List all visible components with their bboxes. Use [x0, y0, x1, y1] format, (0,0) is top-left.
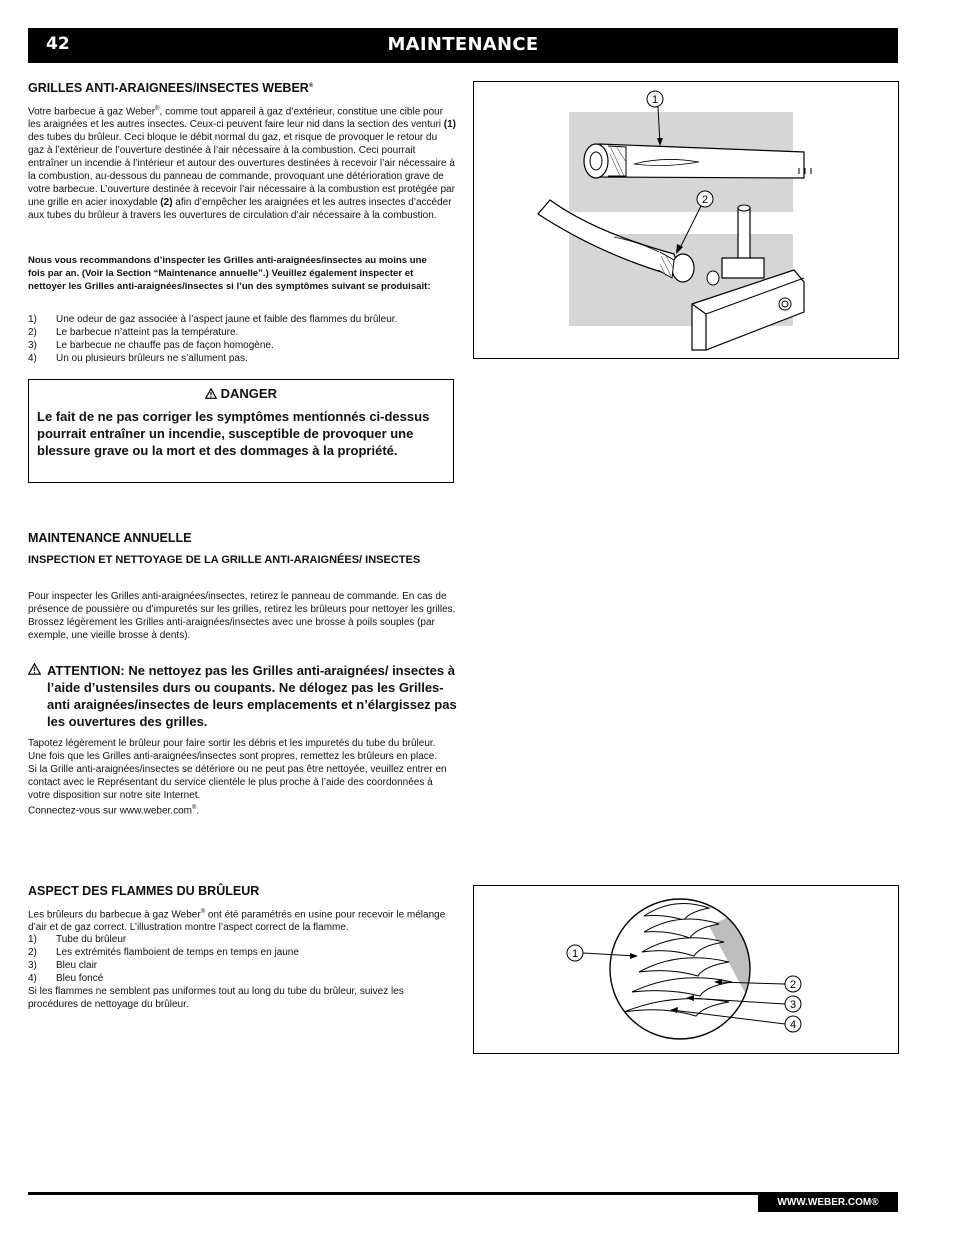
attention-warning	[28, 662, 458, 730]
list-number: 2)	[28, 947, 37, 958]
list-item	[28, 339, 458, 352]
section-title-grilles	[28, 81, 458, 95]
cleaning-paragraph	[28, 737, 456, 817]
paragraph: Si la Grille anti-araignées/insectes se détériore ou ne peut pas être nettoyée, veuillez entrer en contact avec le Représentant du service clientèle le plus proche à l’aide des coordonnées à votre disposition sur notre site Internet.	[28, 764, 447, 801]
list-number: 1)	[28, 314, 37, 325]
paragraph: Pour inspecter les Grilles anti-araignées/insectes, retirez le panneau de commande. En cas de présence de poussière ou d’impuretés sur les grilles, retirez les brûleurs pour nettoyer les grilles.	[28, 591, 456, 615]
page-title: MAINTENANCE	[387, 34, 539, 55]
list-item	[28, 959, 458, 972]
list-item	[28, 946, 458, 959]
list-text: Bleu foncé	[56, 973, 104, 984]
section-title-text: GRILLES ANTI-ARAIGNEES/INSECTES WEBER	[28, 81, 309, 95]
burner-flames-illustration	[474, 886, 898, 1053]
text-span: Les brûleurs du barbecue à gaz Weber	[28, 909, 201, 921]
callout-label: 1	[571, 948, 579, 960]
text-span: ont été paramétrés en usine pour recevoir le mélange d’air et de gaz correct. L’illustration montre l’aspect correct de la flamme.	[28, 909, 446, 934]
registered-mark: ®	[308, 82, 314, 89]
figure-burner-screen	[473, 81, 899, 359]
subsection-title-inspection: INSPECTION ET NETTOYAGE DE LA GRILLE ANTI-ARAIGNÉES/ INSECTES	[28, 554, 421, 566]
list-number: 1)	[28, 934, 37, 945]
list-text: Un ou plusieurs brûleurs ne s’allument pas.	[56, 353, 248, 364]
website-text: Connectez-vous sur www.weber.com	[28, 805, 192, 817]
callout-ref-2: (2)	[157, 197, 173, 209]
symptom-list	[28, 313, 458, 365]
burner-screen-illustration	[474, 82, 898, 358]
inspection-recommendation: Nous vous recommandons d’inspecter les Grilles anti-araignées/insectes au moins une fois par an. (Voir la Section “Maintenance annuelle”.) Veuillez également inspecter et nettoyer les Grilles anti-araignées/insectes si l’un des symptômes suivant se produisait:	[28, 255, 431, 292]
paragraph: Tapotez légèrement le brûleur pour faire sortir les débris et les impuretés du tube du brûleur. Une fois que les Grilles anti-araignées/insectes sont propres, remettez les brûleurs en place.	[28, 738, 438, 762]
list-item	[28, 933, 458, 946]
section-title-aspect-flammes: ASPECT DES FLAMMES DU BRÛLEUR	[28, 884, 260, 898]
callout-label: 2	[701, 194, 709, 206]
callout-label: 2	[789, 979, 797, 991]
danger-title	[29, 386, 453, 401]
list-number: 4)	[28, 353, 37, 364]
list-item	[28, 972, 458, 985]
flame-legend-list	[28, 933, 458, 985]
list-text: Le barbecue ne chauffe pas de façon homogène.	[56, 340, 274, 351]
page-number: 42	[46, 34, 70, 54]
list-item	[28, 352, 458, 365]
text-span: , comme tout appareil à gaz d’extérieur, constitue une cible pour les araignées et les autres insectes. Ceux-ci peuvent faire leur nid dans la section des venturi	[28, 106, 444, 131]
grilles-intro-paragraph	[28, 103, 456, 222]
list-text: Tube du brûleur	[56, 934, 127, 945]
danger-label: DANGER	[220, 386, 277, 401]
list-number: 3)	[28, 960, 37, 971]
registered-mark: ®	[200, 909, 206, 915]
text-span: .	[196, 805, 200, 817]
text-span: des tubes du brûleur. Ceci bloque le débit normal du gaz, et risque de provoquer le retour du gaz à l’extérieur de l’ouverture destinée à l’air nécessaire à la combustion. Ceci pourrait entraîner un incendie à l’intérieur et autour des ouvertures destinées à recevoir l’air nécessaire à la combustion, au-dessous du panneau de commande, provoquant une détérioration grave de votre barbecue. L’ouverture destinée à recevoir l’air nécessaire à la combustion est protégée par une grille en acier inoxydable	[28, 132, 455, 209]
list-item	[28, 313, 458, 326]
attention-text: ATTENTION: Ne nettoyez pas les Grilles anti-araignées/ insectes à l’aide d’ustensiles durs ou coupants. Ne délogez pas les Grilles-anti araignées/insectes de leurs emplacements et n’élargissez pas les ouvertures des grilles.	[47, 663, 457, 729]
text-span: Votre barbecue à gaz Weber	[28, 106, 156, 118]
list-number: 2)	[28, 327, 37, 338]
inspection-paragraph	[28, 590, 456, 642]
paragraph: Brossez légèrement les Grilles anti-araignées/insectes avec une brosse à poils souples (par exemple, une vieille brosse à dents).	[28, 617, 435, 641]
text-span: afin d’empêcher les araignées et les autres insectes d’accéder aux tubes du brûleur à travers les ouvertures de circulation d’air nécessaire à la combustion.	[28, 197, 452, 222]
registered-mark: ®	[155, 106, 160, 112]
section-title-maintenance-annuelle: MAINTENANCE ANNUELLE	[28, 531, 192, 545]
page-header	[28, 28, 898, 63]
flames-note: Si les flammes ne semblent pas uniformes tout au long du tube du brûleur, suivez les procédures de nettoyage du brûleur.	[28, 986, 404, 1010]
callout-label: 4	[789, 1019, 797, 1031]
list-number: 3)	[28, 340, 37, 351]
flames-paragraph	[28, 906, 456, 934]
callout-ref-1: (1)	[441, 119, 457, 131]
callout-label: 1	[651, 94, 659, 106]
registered-mark: ®	[191, 805, 197, 811]
footer-website: WWW.WEBER.COM®	[758, 1192, 898, 1212]
callout-label: 3	[789, 999, 797, 1011]
warning-icon	[28, 663, 41, 675]
danger-text: Le fait de ne pas corriger les symptômes mentionnés ci-dessus pourrait entraîner un incendie, susceptible de provoquer une blessure grave ou la mort et des dommages à la propriété.	[37, 409, 430, 458]
list-text: Une odeur de gaz associée à l’aspect jaune et faible des flammes du brûleur.	[56, 314, 398, 325]
list-text: Les extrémités flamboient de temps en temps en jaune	[56, 947, 299, 958]
list-number: 4)	[28, 973, 37, 984]
list-item	[28, 326, 458, 339]
list-text: Le barbecue n’atteint pas la température.	[56, 327, 239, 338]
warning-icon	[205, 388, 217, 399]
danger-box	[28, 379, 454, 483]
list-text: Bleu clair	[56, 960, 98, 971]
figure-burner-flames	[473, 885, 899, 1054]
